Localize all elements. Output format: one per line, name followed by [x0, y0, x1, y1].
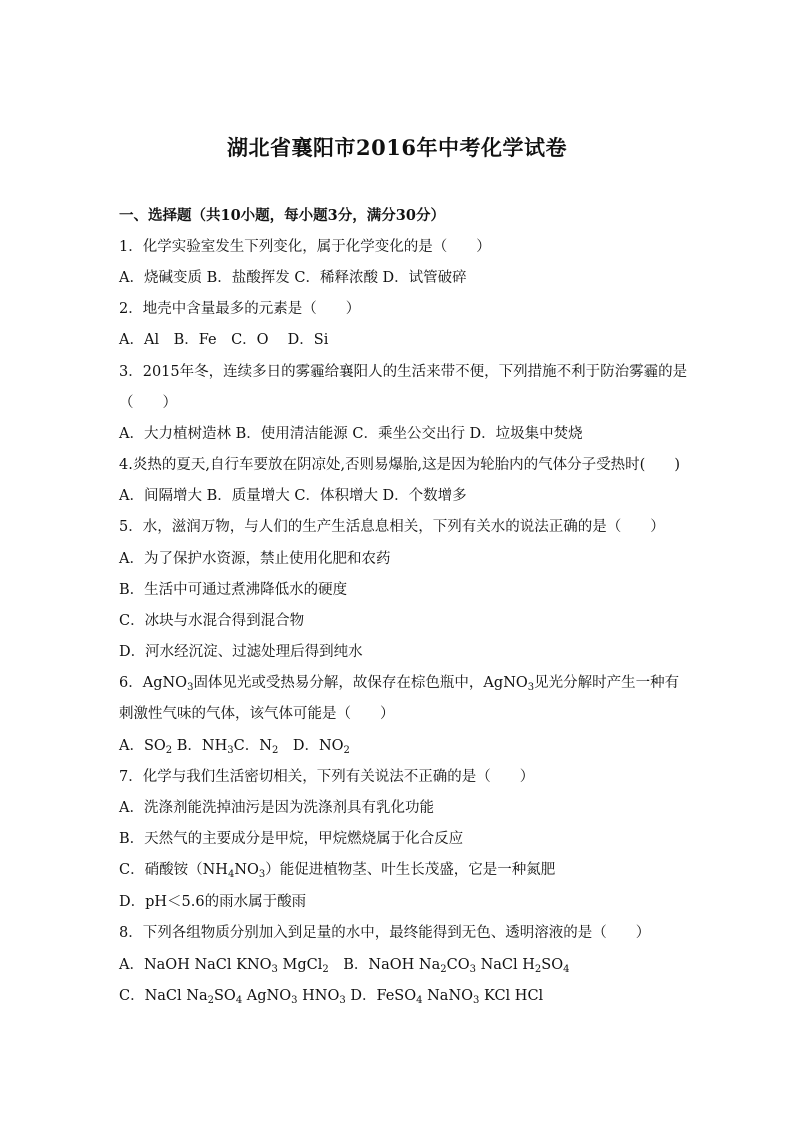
- question-8-options-ab: [119, 955, 699, 975]
- subscript: 2: [165, 745, 173, 756]
- question-7-option-a: A．洗涤剂能洗掉油污是因为洗涤剂具有乳化功能: [119, 800, 434, 816]
- question-6-options: [119, 736, 699, 756]
- formula-text: A．NaOH NaCl KNO: [119, 957, 272, 973]
- question-7: 7．化学与我们生活密切相关，下列有关说法不正确的是（ ）: [119, 769, 535, 785]
- formula-text: SO: [213, 988, 236, 1004]
- formula-text: AgNO: [242, 988, 292, 1004]
- subscript: 3: [291, 995, 298, 1006]
- page-title: 湖北省襄阳市2016年中考化学试卷: [227, 135, 567, 160]
- subscript: 2: [343, 745, 350, 756]
- subscript: 2: [207, 995, 214, 1006]
- formula-text: HNO: [297, 988, 340, 1004]
- option-d: D．NO: [278, 738, 344, 754]
- option-c: C．N: [233, 738, 272, 754]
- subscript: 3: [227, 745, 234, 756]
- question-6-text: 固体见光或受热易分解，故保存在棕色瓶中，AgNO: [193, 675, 528, 691]
- subscript: 3: [271, 964, 278, 975]
- formula-text: CO: [446, 957, 470, 973]
- question-3: 3．2015年冬，连续多日的雾霾给襄阳人的生活来带不便，下列措施不利于防治雾霾的是: [119, 364, 688, 380]
- subscript: 3: [527, 682, 535, 693]
- formula-text: KCl HCl: [479, 988, 544, 1004]
- subscript: 2: [440, 964, 447, 975]
- question-2: 2．地壳中含量最多的元素是（ ）: [119, 301, 361, 317]
- option-a: A．SO: [119, 738, 166, 754]
- question-5-option-c: C．冰块与水混合得到混合物: [119, 613, 305, 629]
- question-5-option-d: D．河水经沉淀、过滤处理后得到纯水: [119, 644, 363, 660]
- section-heading: 一、选择题（共10小题，每小题3分，满分30分）: [119, 207, 445, 224]
- question-1: 1．化学实验室发生下列变化，属于化学变化的是（ ）: [119, 239, 491, 255]
- question-3-continued: （ ）: [119, 395, 177, 411]
- subscript: 3: [187, 682, 194, 693]
- question-6: [119, 673, 699, 693]
- subscript: 2: [322, 964, 329, 975]
- question-7-option-b: B．天然气的主要成分是甲烷，甲烷燃烧属于化合反应: [119, 831, 464, 847]
- formula-text: NaNO: [422, 988, 474, 1004]
- question-7-option-d: D．pH＜5.6的雨水属于酸雨: [119, 894, 307, 910]
- question-5: 5．水，滋润万物，与人们的生产生活息息相关，下列有关水的说法正确的是（ ）: [119, 519, 665, 535]
- subscript: 3: [469, 964, 476, 975]
- question-1-options: A．烧碱变质 B．盐酸挥发 C．稀释浓酸 D．试管破碎: [119, 270, 467, 286]
- subscript: 3: [258, 869, 266, 880]
- question-8: 8．下列各组物质分别加入到足量的水中，最终能得到无色、透明溶液的是（ ）: [119, 925, 651, 941]
- question-4-options: A．间隔增大 B．质量增大 C．体积增大 D．个数增多: [119, 488, 467, 504]
- question-5-option-a: A．为了保护水资源，禁止使用化肥和农药: [119, 551, 391, 567]
- formula-text: SO: [541, 957, 564, 973]
- subscript: 3: [339, 995, 346, 1006]
- formula-text: D．FeSO: [345, 988, 417, 1004]
- question-2-options: A．Al B．Fe C．O D．Si: [119, 332, 329, 348]
- subscript: 2: [271, 745, 279, 756]
- option-b: B．NH: [172, 738, 228, 754]
- question-5-option-b: B．生活中可通过煮沸降低水的硬度: [119, 582, 348, 598]
- question-8-options-cd: [119, 986, 699, 1006]
- subscript: 2: [534, 964, 542, 975]
- question-3-options: A．大力植树造林 B．使用清洁能源 C．乘坐公交出行 D．垃圾集中焚烧: [119, 426, 583, 442]
- subscript: 3: [473, 995, 480, 1006]
- subscript: 4: [235, 995, 243, 1006]
- formula-text: C．NaCl Na: [119, 988, 208, 1004]
- option-c-text: ）能促进植物茎、叶生长茂盛，它是一种氮肥: [265, 862, 556, 878]
- formula-text: NaCl H: [475, 957, 535, 973]
- subscript: 4: [563, 964, 570, 975]
- option-c-text: NO: [234, 862, 259, 878]
- subscript: 4: [227, 869, 235, 880]
- question-6-continued: 刺激性气味的气体，该气体可能是（ ）: [119, 706, 395, 722]
- question-6-text: 6．AgNO: [119, 675, 188, 691]
- question-7-option-c: [119, 860, 699, 880]
- subscript: 4: [416, 995, 423, 1006]
- option-c-text: C．硝酸铵（NH: [119, 862, 228, 878]
- formula-text: B．NaOH Na: [328, 957, 441, 973]
- formula-text: MgCl: [277, 957, 323, 973]
- question-6-text: 见光分解时产生一种有: [534, 675, 680, 691]
- question-4: 4.炎热的夏天,自行车要放在阴凉处,否则易爆胎,这是因为轮胎内的气体分子受热时( ): [119, 457, 680, 473]
